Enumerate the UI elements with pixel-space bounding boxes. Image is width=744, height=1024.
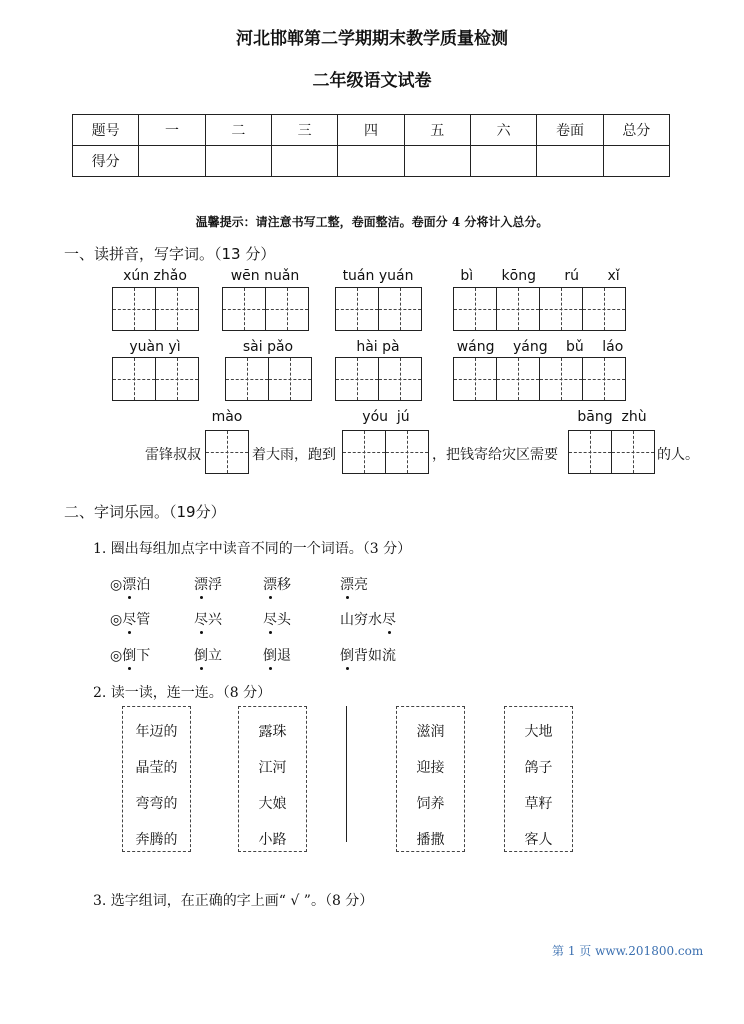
- score-input-cell[interactable]: [404, 146, 470, 177]
- score-cell: 二: [205, 115, 271, 146]
- writing-grid[interactable]: [112, 357, 199, 401]
- dotted-char: 倒: [194, 645, 208, 665]
- dotted-char: 漂: [194, 574, 208, 594]
- pinyin-label: mào: [211, 409, 243, 425]
- word-group: [110, 645, 150, 665]
- dotted-char: 漂: [340, 574, 354, 594]
- word-rest: 头: [277, 612, 291, 628]
- match-box-1: [122, 706, 191, 852]
- match-word[interactable]: 晶莹的: [135, 760, 178, 776]
- divider-line: [346, 706, 347, 842]
- dotted-char: 尽: [194, 609, 208, 629]
- dotted-char: 倒: [263, 645, 277, 665]
- word-option[interactable]: [194, 574, 222, 594]
- question-1: 1. 圈出每组加点字中读音不同的一个词语。（3 分）: [93, 541, 412, 557]
- writing-grid[interactable]: [225, 357, 312, 401]
- group-mark: ◎: [110, 648, 123, 664]
- dotted-char: 尽: [263, 609, 277, 629]
- match-word[interactable]: 奔腾的: [135, 832, 178, 848]
- dotted-char: 漂: [122, 574, 136, 594]
- score-input-cell[interactable]: [537, 146, 603, 177]
- pinyin-label: sài pǎo: [242, 339, 294, 355]
- match-box-3: [396, 706, 465, 852]
- word-group: [110, 574, 150, 594]
- score-table-row: [73, 115, 670, 146]
- sentence-text: ，把钱寄给灾区需要: [432, 447, 558, 463]
- word-rest: 背如流: [354, 648, 396, 664]
- match-word[interactable]: 鸽子: [524, 760, 553, 776]
- pinyin-label: xún zhǎo: [123, 268, 187, 284]
- word-rest: 亮: [354, 577, 368, 593]
- tip-text: 温馨提示：请注意书写工整，卷面整洁。卷面分 4 分将计入总分。: [195, 215, 549, 229]
- word-rest: 山穷水: [340, 612, 382, 628]
- score-cell: 卷面: [537, 115, 603, 146]
- question-2: 2. 读一读，连一连。（8 分）: [93, 685, 272, 701]
- word-option[interactable]: [263, 574, 291, 594]
- exam-subtitle: 二年级语文试卷: [312, 71, 432, 91]
- score-cell: 四: [338, 115, 404, 146]
- word-group: [110, 609, 150, 629]
- pinyin-label: bì kōng rú xǐ: [460, 268, 620, 284]
- writing-grid[interactable]: [205, 430, 249, 474]
- match-word[interactable]: 大娘: [258, 796, 287, 812]
- word-rest: 退: [277, 648, 291, 664]
- pinyin-label: wēn nuǎn: [230, 268, 300, 284]
- dotted-char: 尽: [122, 609, 136, 629]
- writing-grid[interactable]: [222, 287, 309, 331]
- page-footer: 第 1 页 www.201800.com: [552, 944, 704, 958]
- sentence-text: 的人。: [657, 447, 699, 463]
- dotted-char: 尽: [382, 609, 396, 629]
- writing-grid[interactable]: [453, 287, 626, 331]
- score-table-row: [73, 146, 670, 177]
- dotted-char: 倒: [122, 645, 136, 665]
- word-option[interactable]: [340, 574, 368, 594]
- pinyin-label: tuán yuán: [342, 268, 414, 284]
- score-input-cell[interactable]: [470, 146, 536, 177]
- score-cell: 六: [470, 115, 536, 146]
- score-input-cell[interactable]: [271, 146, 337, 177]
- score-cell: 三: [271, 115, 337, 146]
- score-cell: 得分: [73, 146, 139, 177]
- word-option[interactable]: [194, 645, 222, 665]
- writing-grid[interactable]: [568, 430, 655, 474]
- score-cell: 总分: [603, 115, 669, 146]
- score-cell: 一: [139, 115, 205, 146]
- match-word[interactable]: 迎接: [416, 760, 445, 776]
- word-rest: 兴: [208, 612, 222, 628]
- writing-grid[interactable]: [453, 357, 626, 401]
- score-table: [72, 114, 670, 177]
- score-input-cell[interactable]: [139, 146, 205, 177]
- word-option[interactable]: [263, 645, 291, 665]
- exam-title: 河北邯郸第二学期期末教学质量检测: [236, 29, 508, 49]
- match-word[interactable]: 客人: [524, 832, 553, 848]
- writing-grid[interactable]: [335, 287, 422, 331]
- writing-grid[interactable]: [342, 430, 429, 474]
- word-rest: 管: [136, 612, 151, 628]
- match-word[interactable]: 大地: [524, 724, 553, 740]
- match-word[interactable]: 滋润: [416, 724, 445, 740]
- dotted-char: 漂: [263, 574, 277, 594]
- word-option[interactable]: [340, 645, 396, 665]
- word-option[interactable]: [263, 609, 291, 629]
- match-box-2: [238, 706, 307, 852]
- match-word[interactable]: 饲养: [416, 796, 445, 812]
- section2-title: 二、字词乐园。（19分）: [64, 503, 226, 521]
- score-cell: 五: [404, 115, 470, 146]
- sentence-text: 着大雨，跑到: [252, 447, 336, 463]
- score-cell: 题号: [73, 115, 139, 146]
- match-word[interactable]: 露珠: [258, 724, 287, 740]
- word-option[interactable]: [194, 609, 222, 629]
- dotted-char: 倒: [340, 645, 354, 665]
- score-input-cell[interactable]: [205, 146, 271, 177]
- match-word[interactable]: 江河: [258, 760, 287, 776]
- pinyin-label: yuàn yì: [129, 339, 181, 355]
- pinyin-label: wáng yáng bǔ láo: [456, 339, 624, 355]
- match-word[interactable]: 弯弯的: [135, 796, 178, 812]
- word-rest: 浮: [208, 577, 222, 593]
- match-word[interactable]: 播撒: [416, 832, 445, 848]
- word-option[interactable]: [340, 609, 396, 629]
- match-word[interactable]: 小路: [258, 832, 287, 848]
- word-rest: 下: [136, 648, 151, 664]
- section1-title: 一、读拼音，写字词。（13 分）: [64, 245, 276, 263]
- word-rest: 移: [277, 577, 291, 593]
- match-word[interactable]: 草籽: [524, 796, 553, 812]
- match-word[interactable]: 年迈的: [135, 724, 178, 740]
- sentence-text: 雷锋叔叔: [145, 447, 201, 463]
- pinyin-label: yóu jú: [362, 409, 410, 425]
- score-input-cell[interactable]: [603, 146, 669, 177]
- word-rest: 泊: [136, 577, 151, 593]
- pinyin-label: bāng zhù: [577, 409, 647, 425]
- score-input-cell[interactable]: [338, 146, 404, 177]
- group-mark: ◎: [110, 612, 123, 628]
- question-3: 3. 选字组词，在正确的字上画“ √ ”。（8 分）: [93, 893, 374, 909]
- writing-grid[interactable]: [112, 287, 199, 331]
- pinyin-label: hài pà: [356, 339, 400, 355]
- group-mark: ◎: [110, 577, 123, 593]
- match-box-4: [504, 706, 573, 852]
- writing-grid[interactable]: [335, 357, 422, 401]
- word-rest: 立: [208, 648, 222, 664]
